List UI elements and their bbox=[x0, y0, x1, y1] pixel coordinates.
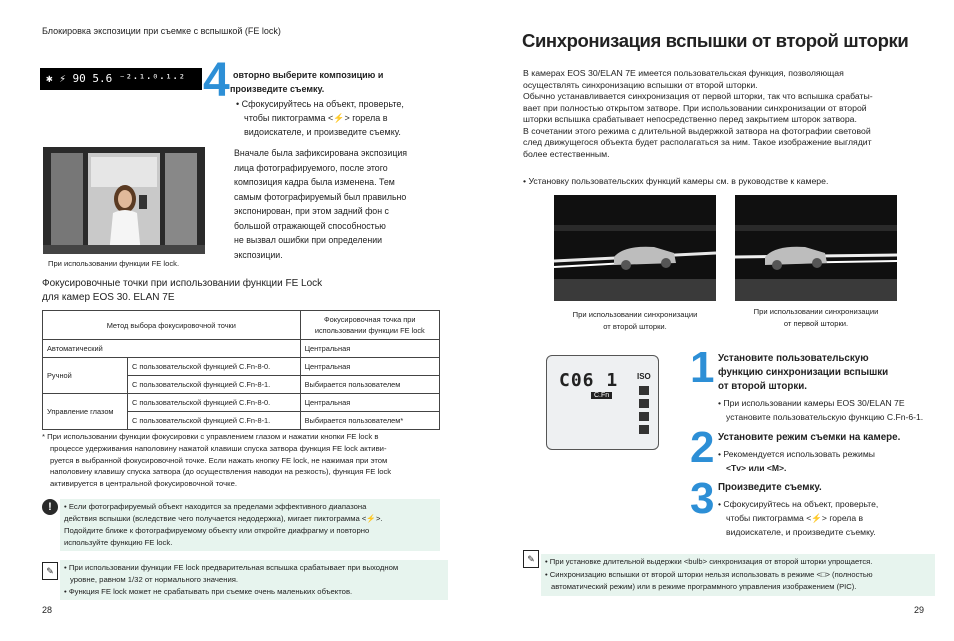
memo-icon: ✎ bbox=[42, 562, 58, 580]
table-header-row bbox=[43, 311, 440, 340]
intro-line: В камерах EOS 30/ELAN 7E имеется пользовательская функция, позволяющая bbox=[523, 68, 844, 78]
table-header-focus-point bbox=[300, 311, 439, 340]
footnote-line: руется в выбранной фокусировочной точке. Если нажать кнопку FE lock, не нажимая при этом bbox=[50, 455, 388, 465]
step-2-number: 2 bbox=[690, 423, 715, 472]
explain-line: большой отражающей способностью bbox=[234, 220, 386, 231]
camera-lcd-panel bbox=[546, 355, 659, 450]
lcd-icon-1 bbox=[639, 386, 649, 395]
step-2-title: Установите режим съемки на камере. bbox=[718, 432, 901, 443]
step-3-body-line: • Сфокусируйтесь на объект, проверьте, bbox=[718, 499, 879, 509]
memo-note bbox=[60, 560, 448, 600]
warning-line: используйте функцию FE lock. bbox=[64, 538, 173, 547]
intro-line: Обычно устанавливается синхронизация от первой шторки, так что вспышка срабаты- bbox=[523, 91, 873, 101]
intro-line: шторки вспышка срабатывает непосредственно перед закрытием шторок затвора. bbox=[523, 114, 857, 124]
caption-line: При использовании синхронизации bbox=[753, 307, 879, 316]
first-curtain-caption bbox=[735, 306, 897, 330]
explain-line: композиция кадра была изменена. Тем bbox=[234, 177, 395, 187]
footnote-line: активируется в центральной фокусировочной точке. bbox=[50, 479, 237, 489]
table-row bbox=[43, 394, 440, 412]
second-curtain-car-illustration bbox=[554, 195, 716, 301]
warning-icon: ! bbox=[42, 499, 58, 515]
table-cell-manual-value2: Выбирается пользователем bbox=[300, 376, 439, 394]
step-1-title-line: от второй шторки. bbox=[718, 381, 807, 392]
table-row bbox=[43, 340, 440, 358]
caption-line: от второй шторки. bbox=[603, 322, 667, 331]
step-3-number: 3 bbox=[690, 474, 715, 523]
table-footnote bbox=[42, 431, 442, 490]
explain-line: самым фотографируемый был правильно bbox=[234, 191, 407, 202]
table-cell-eye-control: Управление глазом bbox=[43, 394, 128, 430]
intro-line: более естественным. bbox=[523, 148, 610, 159]
table-header-method: Метод выбора фокусировочной точки bbox=[43, 311, 301, 340]
lcd-readout: C06 1 bbox=[559, 370, 619, 391]
step-3-body-line: чтобы пиктограмма <⚡> горела в bbox=[726, 513, 864, 523]
intro-line: осуществлять синхронизацию вспышки от второй шторки. bbox=[523, 79, 758, 90]
explain-line: экспонирован, при этом задний фон с bbox=[234, 206, 389, 216]
lcd-cfn-badge: C.Fn bbox=[591, 392, 612, 399]
lcd-icon-3 bbox=[639, 412, 649, 421]
table-header-focus-line1: Фокусировочная точка при bbox=[324, 315, 416, 324]
step-4-title-line1: овторно выберите композицию и bbox=[233, 70, 384, 80]
first-curtain-photo bbox=[735, 195, 897, 301]
intro-line: В сочетании этого режима с длительной выдержкой затвора на фотографии световой bbox=[523, 125, 871, 136]
left-page-header: Блокировка экспозиции при съемке с вспышкой (FE lock) bbox=[42, 26, 281, 36]
memo-line: автоматический режим) или в режиме программного управления изображением (PIC). bbox=[551, 582, 857, 591]
warning-line: • Если фотографируемый объект находится за пределами эффективного диапазона bbox=[64, 502, 367, 511]
warning-line: действия вспышки (вследствие чего получается недодержка), мигает пиктограмма <⚡>. bbox=[64, 514, 383, 523]
caption-line: от первой шторки. bbox=[783, 319, 849, 328]
footnote-line: процессе удерживания наполовину нажатой клавиши спуска затвора функция FE lock активи- bbox=[50, 443, 387, 453]
step-1-number: 1 bbox=[690, 343, 715, 392]
photo-caption: При использовании функции FE lock. bbox=[48, 259, 180, 268]
footnote-line: * При использовании функции фокусировки с управлением глазом и нажатии кнопки FE lock в bbox=[42, 432, 379, 441]
table-title-line1: Фокусировочные точки при использовании функции FE Lock bbox=[42, 278, 323, 289]
table-cell-eye-cfn81: С пользовательской функцией C.Fn-8-1. bbox=[128, 412, 301, 430]
focus-point-table bbox=[42, 310, 440, 430]
fe-lock-explanation bbox=[234, 146, 407, 262]
step-1-body-line: установите пользовательскую функцию C.Fn-6-1. bbox=[726, 412, 924, 422]
lcd-icon-4 bbox=[639, 425, 649, 434]
table-cell-auto-value: Центральная bbox=[300, 340, 439, 358]
intro-line: вает при полностью открытом затворе. При использовании синхронизации от второй bbox=[523, 102, 867, 113]
footnote-line: наполовину клавишу спуска затвора (до осуществления наводки на резкость), функция FE lock bbox=[50, 467, 392, 477]
explain-line: экспозиции. bbox=[234, 249, 283, 260]
explain-line: лица фотографируемого, после этого bbox=[234, 162, 388, 173]
caption-line: При использовании синхронизации bbox=[572, 310, 698, 319]
step-1-title bbox=[718, 352, 888, 394]
table-cell-manual-cfn81: С пользовательской функцией C.Fn-8-1. bbox=[128, 376, 301, 394]
lcd-iso-label: ISO bbox=[637, 372, 651, 381]
intro-text bbox=[523, 68, 923, 160]
step-3-body bbox=[718, 497, 878, 539]
second-curtain-caption bbox=[554, 309, 716, 333]
table-cell-eye-value2: Выбирается пользователем* bbox=[300, 412, 439, 430]
explain-line: не вызвал ошибки при определении bbox=[234, 235, 383, 245]
first-curtain-car-illustration bbox=[735, 195, 897, 301]
right-page-number: 29 bbox=[914, 605, 925, 615]
page-title: Синхронизация вспышки от второй шторки bbox=[522, 30, 909, 51]
table-cell-eye-cfn80: С пользовательской функцией C.Fn-8-0. bbox=[128, 394, 301, 412]
fe-lock-photo bbox=[43, 147, 205, 254]
step-2-body-line: <Tv> или <M>. bbox=[726, 463, 787, 473]
step-1-title-line: Установите пользовательскую bbox=[718, 353, 869, 364]
intro-line: след движущегося объекта будет располагаться за ним. Такое изображение выглядит bbox=[523, 137, 872, 147]
memo-line: • При использовании функции FE lock предварительная вспышка срабатывает при выходном bbox=[64, 563, 399, 572]
step-2-body-line: • Рекомендуется использовать режимы bbox=[718, 449, 875, 459]
step-1-body bbox=[718, 396, 923, 424]
memo-line: уровне, равном 1/32 от нормального значения. bbox=[70, 575, 239, 584]
memo-line: • Синхронизацию вспышки от второй шторки нельзя использовать в режиме <□> (полностью bbox=[545, 569, 873, 579]
step-3-title: Произведите съемку. bbox=[718, 482, 822, 493]
memo-line: • При установке длительной выдержки <bulb> синхронизация от второй шторки упрощается. bbox=[545, 557, 873, 566]
step-4-title-line2: произведите съемку. bbox=[230, 84, 325, 94]
table-title-line2: для камер EOS 30. ELAN 7E bbox=[42, 292, 175, 303]
table-row bbox=[43, 358, 440, 376]
explain-line: Вначале была зафиксирована экспозиция bbox=[234, 148, 408, 158]
step-1-title-line: функцию синхронизации вспышки bbox=[718, 367, 889, 378]
viewfinder-display bbox=[40, 68, 202, 90]
custom-functions-bullet: • Установку пользовательских функций камеры см. в руководстве к камере. bbox=[523, 176, 829, 186]
step-1-body-line: • При использовании камеры EOS 30/ELAN 7E bbox=[718, 398, 905, 408]
phone-booth-illustration bbox=[43, 147, 205, 254]
warning-line: Подойдите ближе к фотографируемому объекту или откройте диафрагму и повторно bbox=[64, 526, 370, 535]
table-cell-manual: Ручной bbox=[43, 358, 128, 394]
table-header-focus-line2: использовании функции FE lock bbox=[314, 326, 425, 335]
step-4-number: 4 bbox=[203, 54, 230, 107]
table-cell-eye-value1: Центральная bbox=[300, 394, 439, 412]
memo-note-right bbox=[541, 554, 935, 596]
lcd-icon-2 bbox=[639, 399, 649, 408]
table-cell-auto: Автоматический bbox=[43, 340, 301, 358]
second-curtain-photo bbox=[554, 195, 716, 301]
step-4-line2: чтобы пиктограмма <⚡> горела в bbox=[244, 113, 388, 123]
step-2-body bbox=[718, 447, 875, 475]
step-4-bullet: • Сфокусируйтесь на объект, проверьте, bbox=[236, 99, 404, 109]
memo-line: • Функция FE lock может не срабатывать при съемке очень маленьких объектов. bbox=[64, 587, 353, 596]
memo-icon-right: ✎ bbox=[523, 550, 539, 568]
viewfinder-readout: ✱ ⚡ 90 5.6 ⁻²·¹·⁰·¹·² bbox=[46, 72, 186, 85]
table-cell-manual-cfn80: С пользовательской функцией C.Fn-8-0. bbox=[128, 358, 301, 376]
warning-note bbox=[60, 499, 440, 551]
left-page-number: 28 bbox=[42, 605, 53, 615]
step-3-body-line: видоискателе, и произведите съемку. bbox=[726, 527, 876, 537]
table-cell-manual-value1: Центральная bbox=[300, 358, 439, 376]
step-4-line3: видоискателе, и произведите съемку. bbox=[244, 127, 401, 137]
